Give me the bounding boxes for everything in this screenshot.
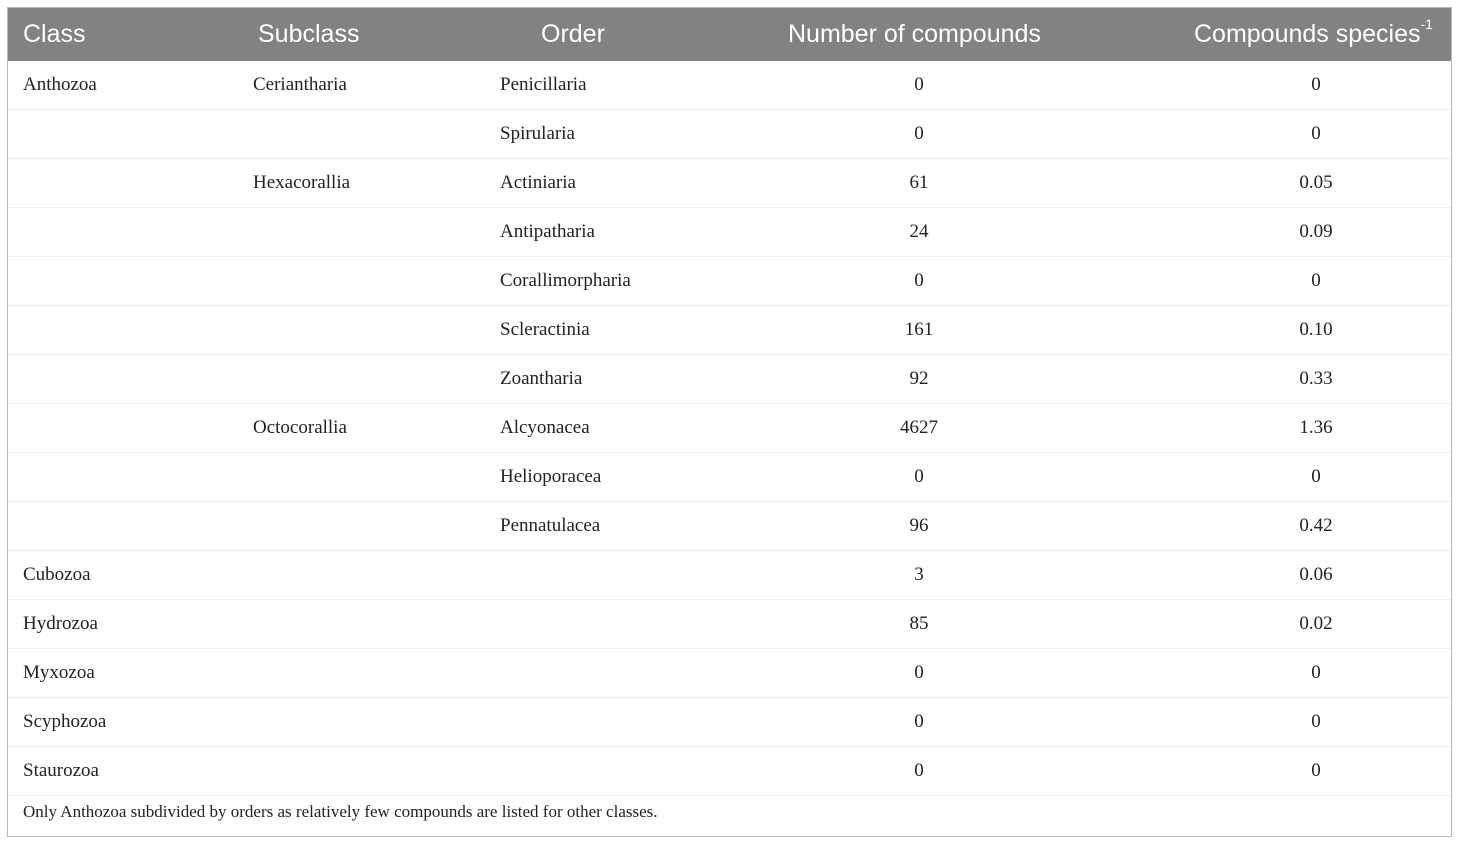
table-body	[8, 61, 1451, 796]
cell-compounds-per-species: 0.06	[1299, 564, 1333, 585]
cell-order: Actiniaria	[500, 172, 576, 193]
cell-compounds-per-species: 0	[1311, 466, 1321, 487]
table-row	[8, 649, 1451, 698]
table-row	[8, 61, 1451, 110]
header-subclass: Subclass	[258, 20, 360, 48]
cell-subclass: Ceriantharia	[253, 74, 347, 95]
cell-compounds-per-species: 0.02	[1299, 613, 1333, 634]
table-row	[8, 453, 1451, 502]
cell-compounds-per-species: 0.09	[1299, 221, 1333, 242]
table-row	[8, 159, 1451, 208]
cell-order: Alcyonacea	[500, 417, 590, 438]
row-divider	[1185, 795, 1451, 796]
header-superscript: -1	[1420, 15, 1433, 32]
cell-subclass: Octocorallia	[253, 417, 347, 438]
row-divider	[8, 795, 240, 796]
cell-class: Cubozoa	[23, 564, 91, 585]
table-row	[8, 110, 1451, 159]
cell-class: Anthozoa	[23, 74, 97, 95]
table-row	[8, 306, 1451, 355]
table-row	[8, 355, 1451, 404]
cell-number-of-compounds: 0	[914, 270, 924, 291]
table-row	[8, 257, 1451, 306]
compounds-table	[7, 7, 1452, 837]
cell-number-of-compounds: 24	[909, 221, 929, 242]
cell-number-of-compounds: 0	[914, 74, 924, 95]
cell-order: Antipatharia	[500, 221, 595, 242]
cell-number-of-compounds: 85	[909, 613, 929, 634]
table-row	[8, 600, 1451, 649]
table-footnote: Only Anthozoa subdivided by orders as relatively few compounds are listed for other classes.	[23, 802, 658, 821]
cell-class: Myxozoa	[23, 662, 95, 683]
cell-compounds-per-species: 1.36	[1299, 417, 1333, 438]
table-row	[8, 698, 1451, 747]
cell-compounds-per-species: 0	[1311, 711, 1321, 732]
cell-class: Hydrozoa	[23, 613, 98, 634]
cell-order: Pennatulacea	[500, 515, 601, 536]
cell-order: Spirularia	[500, 123, 575, 144]
cell-compounds-per-species: 0	[1311, 270, 1321, 291]
cell-class: Staurozoa	[23, 760, 99, 781]
table-row	[8, 747, 1451, 796]
cell-compounds-per-species: 0	[1311, 662, 1321, 683]
header-compounds-per-species-label: Compounds species	[1194, 20, 1421, 48]
cell-number-of-compounds: 92	[909, 368, 929, 389]
row-divider	[767, 795, 1185, 796]
cell-compounds-per-species: 0	[1311, 123, 1321, 144]
cell-compounds-per-species: 0.05	[1299, 172, 1333, 193]
cell-order: Corallimorpharia	[500, 270, 631, 291]
cell-number-of-compounds: 0	[914, 466, 924, 487]
cell-number-of-compounds: 3	[914, 564, 924, 585]
table-row	[8, 208, 1451, 257]
cell-compounds-per-species: 0.10	[1299, 319, 1333, 340]
cell-class: Scyphozoa	[23, 711, 107, 732]
header-class: Class	[23, 20, 86, 48]
table-row	[8, 502, 1451, 551]
row-divider	[487, 795, 767, 796]
cell-number-of-compounds: 0	[914, 662, 924, 683]
cell-compounds-per-species: 0	[1311, 74, 1321, 95]
cell-order: Penicillaria	[500, 74, 587, 95]
header-number-of-compounds: Number of compounds	[788, 20, 1041, 48]
cell-number-of-compounds: 0	[914, 760, 924, 781]
cell-subclass: Hexacorallia	[253, 172, 351, 193]
cell-compounds-per-species: 0.33	[1299, 368, 1333, 389]
cell-number-of-compounds: 61	[909, 172, 929, 193]
row-divider	[240, 795, 487, 796]
table-row	[8, 551, 1451, 600]
cell-order: Zoantharia	[500, 368, 583, 389]
table-row	[8, 404, 1451, 453]
cell-number-of-compounds: 96	[909, 515, 929, 536]
cell-compounds-per-species: 0.42	[1299, 515, 1333, 536]
cell-order: Scleractinia	[500, 319, 590, 340]
cell-compounds-per-species: 0	[1311, 760, 1321, 781]
cell-number-of-compounds: 161	[904, 319, 934, 340]
cell-order: Helioporacea	[500, 466, 602, 487]
cell-number-of-compounds: 0	[914, 123, 924, 144]
table-header-row	[8, 8, 1451, 61]
cell-number-of-compounds: 4627	[900, 417, 938, 438]
header-order: Order	[541, 20, 605, 48]
cell-number-of-compounds: 0	[914, 711, 924, 732]
header-compounds-per-species	[1194, 8, 1433, 61]
